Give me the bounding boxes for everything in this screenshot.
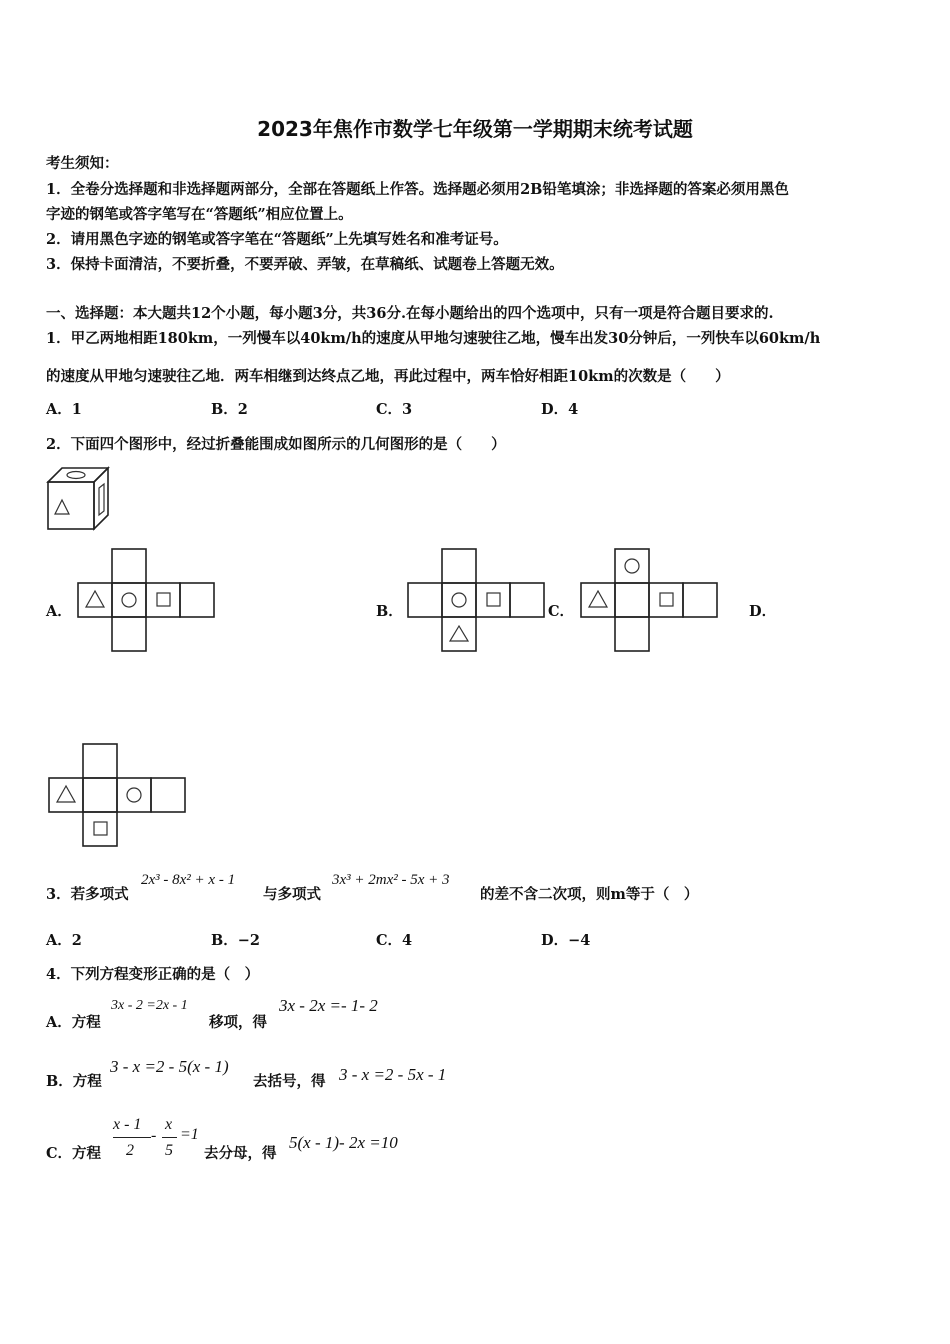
section-heading: 一、选择题：本大题共12个小题，每小题3分，共36分.在每小题给出的四个选项中，只有一项是符合题目要求的. [46,305,774,322]
q3-option-c: C．4 [376,932,413,949]
q2-label-a: A． [46,603,72,620]
net-option-d [48,744,188,848]
q2-label-c: C． [548,603,575,620]
q4-stem: 4．下列方程变形正确的是（ ） [46,966,260,983]
q4-b-prefix: B．方程 [46,1073,102,1090]
net-option-c [580,549,720,653]
q1-line-1: 1．甲乙两地相距180km，一列慢车以40km/h的速度从甲地匀速驶往乙地，慢车出发30分钟后，一列快车以60km/h [46,330,821,347]
notice-line-3: 3．保持卡面清洁，不要折叠，不要弄破、弄皱，在草稿纸、试题卷上答题无效。 [46,256,564,273]
q4-b-mid: 去括号，得 [253,1073,326,1090]
q4-c-equals: =1 [180,1126,199,1143]
q4-a-equation: 3x - 2 =2x - 1 [111,998,188,1013]
q1-option-b: B．2 [211,401,248,418]
page-title: 2023年焦作市数学七年级第一学期期末统考试题 [257,117,693,141]
q3-option-b: B．−2 [211,932,260,949]
q4-c-denominator-2: 5 [165,1142,173,1159]
q4-c-mid: 去分母，得 [204,1145,277,1162]
fraction-bar [162,1137,177,1138]
q4-b-equation: 3 - x =2 - 5(x - 1) [110,1057,229,1076]
net-option-b [407,549,547,653]
q4-c-prefix: C．方程 [46,1145,102,1162]
q3-polynomial-2: 3x³ + 2mx² - 5x + 3 [332,872,450,888]
notice-line-1a: 1．全卷分选择题和非选择题两部分，全部在答题纸上作答。选择题必须用2B铅笔填涂；非选择题的答案必须用黑色 [46,181,789,198]
q1-option-c: C．3 [376,401,413,418]
q4-c-numerator-2: x [165,1116,173,1133]
q3-mid: 与多项式 [263,886,321,903]
q4-c-numerator-1: x - 1 [113,1116,142,1133]
q1-line-2: 的速度从甲地匀速驶往乙地．两车相继到达终点乙地，再此过程中，两车恰好相距10km的次数是（ ） [46,368,730,385]
q3-post: 的差不含二次项，则m等于（ ） [480,886,699,903]
q4-a-prefix: A．方程 [46,1014,101,1031]
q4-a-result: 3x - 2x =- 1- 2 [279,996,378,1015]
q1-option-a: A．1 [46,401,82,418]
cube-figure [46,466,116,532]
q4-c-denominator-1: 2 [126,1142,134,1159]
q4-c-minus: - [151,1127,157,1144]
net-option-a [77,549,217,653]
q3-pre: 3．若多项式 [46,886,129,903]
notice-line-2: 2．请用黑色字迹的钢笔或答字笔在“答题纸”上先填写姓名和准考证号。 [46,231,508,248]
q2-label-b: B． [376,603,403,620]
fraction-bar [113,1137,151,1138]
q3-option-d: D．−4 [541,932,591,949]
q3-polynomial-1: 2x³ - 8x² + x - 1 [141,872,236,888]
notice-heading: 考生须知： [46,155,119,172]
q2-label-d: D． [749,603,777,620]
q4-c-result: 5(x - 1)- 2x =10 [289,1133,398,1152]
q2-stem: 2．下面四个图形中，经过折叠能围成如图所示的几何图形的是（ ） [46,436,506,453]
q4-a-mid: 移项，得 [209,1014,267,1031]
q4-b-result: 3 - x =2 - 5x - 1 [339,1065,447,1084]
q3-option-a: A．2 [46,932,82,949]
notice-line-1b: 字迹的钢笔或答字笔写在“答题纸”相应位置上。 [46,206,353,223]
q1-option-d: D．4 [541,401,579,418]
